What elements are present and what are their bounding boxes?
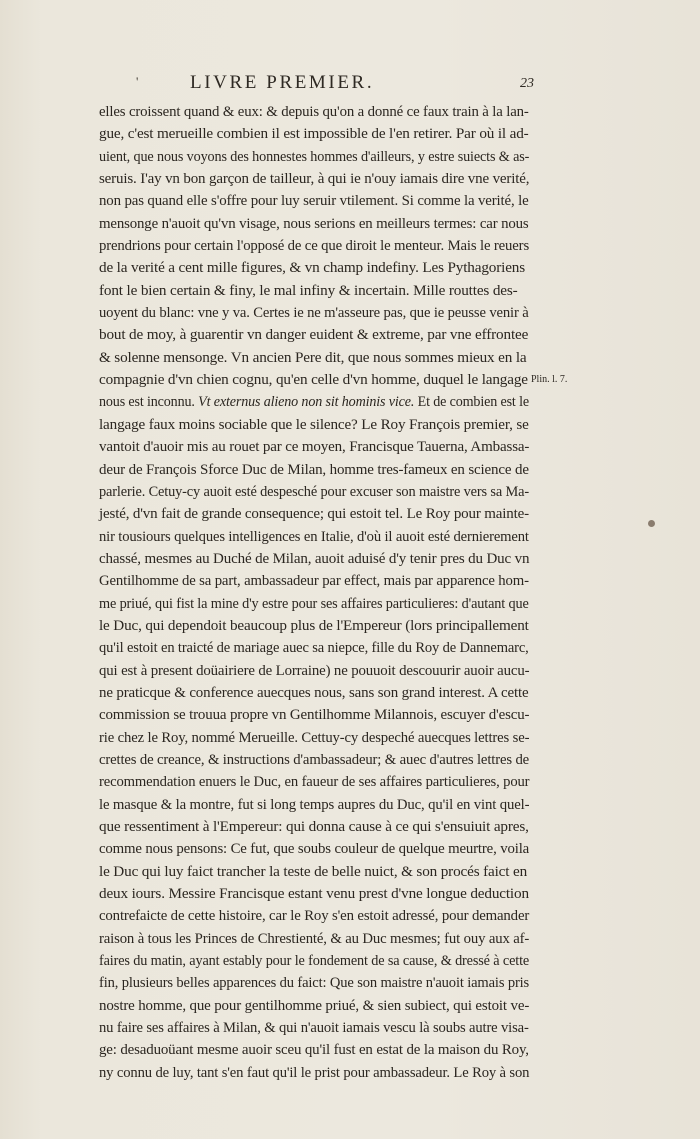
text-line <box>99 637 529 659</box>
text-line-content: le Duc qui luy faict trancher la teste de belle nuict, & son procés faict en <box>99 862 528 880</box>
text-line <box>99 459 529 481</box>
text-line <box>99 794 530 816</box>
text-line <box>99 548 530 570</box>
text-line <box>99 481 530 503</box>
text-line <box>99 861 529 883</box>
text-line-content: me priué, qui fist la mine d'y estre pour ses affaires particulieres: d'autant que <box>99 594 529 612</box>
text-line <box>99 905 530 927</box>
text-line-content: comme nous pensons: Ce fut, que soubs couleur de quelque meurtre, voila <box>99 840 530 858</box>
text-line <box>99 280 529 302</box>
text-line <box>99 749 530 771</box>
text-line <box>99 436 530 458</box>
text-line <box>99 391 529 413</box>
text-line-content: gue, c'est merueille combien il est impossible de l'en retirer. Par où il ad- <box>99 125 529 143</box>
text-line-content: qu'il estoit en traicté de mariage auec sa niepce, fille du Roy de Dannemarc, <box>99 639 529 657</box>
text-line-content: de la verité a cent mille figures, & vn champ indefiny. Les Pythagoriens <box>99 259 525 277</box>
body-text <box>99 101 529 1084</box>
text-line-content: faires du matin, ayant estably pour le fondement de sa cause, & dressé à cette <box>99 952 530 970</box>
text-line <box>99 570 529 592</box>
text-line <box>99 526 529 548</box>
text-line-tail: Et de combien est le <box>417 393 529 411</box>
text-line <box>99 257 529 279</box>
text-line <box>99 838 530 860</box>
text-line-content: jesté, d'vn fait de grande consequence; qui estoit tel. Le Roy pour mainte- <box>99 505 529 523</box>
text-line <box>99 1017 529 1039</box>
text-line <box>99 883 529 905</box>
text-line <box>99 995 530 1017</box>
text-line <box>99 660 530 682</box>
tick-mark: ' <box>136 74 139 89</box>
text-line-content: commission se trouua propre vn Gentilhomme Milannois, escuyer d'escu- <box>99 706 530 724</box>
text-line <box>99 123 529 145</box>
running-title: LIVRE PREMIER. <box>190 72 375 93</box>
text-line-content: contrefaicte de cette histoire, car le Roy s'en estoit adressé, pour demander <box>99 907 530 925</box>
text-line-content: seruis. I'ay vn bon garçon de tailleur, à qui ie n'ouy iamais dire vne verité, <box>99 170 530 188</box>
text-line <box>99 950 530 972</box>
text-line-content: & solenne mensonge. Vn ancien Pere dit, que nous sommes mieux en la <box>99 348 527 366</box>
text-line <box>99 928 530 950</box>
text-line <box>99 369 529 391</box>
text-line <box>99 816 529 838</box>
text-line-content: ge: desaduoüant mesme auoir sceu qu'il fust en estat de la maison du Roy, <box>99 1041 529 1059</box>
text-line <box>99 593 529 615</box>
text-line-content: le Duc, qui dependoit beaucoup plus de l'Empereur (lors principallement <box>99 616 529 634</box>
text-line <box>99 1062 530 1084</box>
text-line <box>99 704 530 726</box>
text-line-content: raison à tous les Princes de Chrestienté, & au Duc mesmes; fut ouy aux af- <box>99 929 530 947</box>
ink-blot <box>648 520 655 527</box>
latin-quote: Vt externus alieno non sit hominis vice. <box>198 393 415 411</box>
text-line-content: mensonge n'auoit qu'vn visage, nous serions en meilleurs termes: car nous <box>99 214 529 232</box>
text-line-content: recommendation enuers le Duc, en faueur de ses affaires particulieres, pour <box>99 773 530 791</box>
text-line <box>99 347 529 369</box>
text-line-content: parlerie. Cetuy-cy auoit esté despesché pour excuser son maistre vers sa Ma- <box>99 482 530 500</box>
text-line-content: le masque & la montre, fut si long temps aupres du Duc, qu'il en vint quel- <box>99 795 530 813</box>
text-line <box>99 146 530 168</box>
text-line-content: nous est inconnu. <box>99 393 195 411</box>
text-line-content: que ressentiment à l'Empereur: qui donna cause à ce qui s'ensuiuit apres, <box>99 818 529 835</box>
text-line-content: Gentilhomme de sa part, ambassadeur par effect, mais par apparence hom- <box>99 572 529 590</box>
text-line <box>99 615 528 637</box>
text-line-content: ne praticque & conference auecques nous, sans son grand interest. A cette <box>99 683 529 701</box>
text-line-content: uoyent du blanc: vne y va. Certes ie ne m'asseure pas, que ie peusse venir à <box>99 304 529 322</box>
text-line <box>99 302 529 324</box>
text-line-content: crettes de creance, & instructions d'ambassadeur; & auec d'autres lettres de <box>99 750 530 768</box>
text-line <box>99 324 529 346</box>
text-line-content: deur de François Sforce Duc de Milan, homme tres-fameux en science de <box>99 460 529 478</box>
text-line <box>99 101 529 123</box>
page-number: 23 <box>520 76 534 91</box>
text-line <box>99 503 529 525</box>
text-line-content: fin, plusieurs belles apparences du faict: Que son maistre n'auoit iamais pris <box>99 974 530 992</box>
text-line-content: compagnie d'vn chien cognu, qu'en celle d'vn homme, duquel le langage <box>99 371 528 389</box>
text-line <box>99 190 529 212</box>
text-line-content: font le bien certain & finy, le mal infiny & incertain. Mille routtes des- <box>99 281 518 299</box>
text-line-content: qui est à present doüairiere de Lorraine) ne pouuoit descouurir auoir aucu- <box>99 661 530 679</box>
text-line-content: non pas quand elle s'offre pour luy seruir vtilement. Si comme la verité, le <box>99 192 529 210</box>
text-line <box>99 771 530 793</box>
text-line-content: nir tousiours quelques intelligences en Italie, d'où il auoit esté dernierement <box>99 527 529 545</box>
text-line <box>99 727 530 749</box>
text-line-content: elles croissent quand & eux: & depuis qu'on a donné ce faux train à la lan- <box>99 103 529 120</box>
text-line-content: vantoit d'auoir mis au rouet par ce moyen, Francisque Tauerna, Ambassa- <box>99 438 530 456</box>
text-line <box>99 235 530 257</box>
margin-note: Plin. l. 7. <box>531 374 568 385</box>
text-line <box>99 213 529 235</box>
text-line-content: nostre homme, que pour gentilhomme priué, & sien subiect, qui estoit ve- <box>99 996 530 1014</box>
text-line-content: langage faux moins sociable que le silence? Le Roy François premier, se <box>99 415 529 433</box>
text-line <box>99 168 530 190</box>
text-line-content: nu faire ses affaires à Milan, & qui n'auoit iamais vescu là soubs autre visa- <box>99 1019 529 1037</box>
text-line <box>99 414 528 436</box>
text-line-content: prendrions pour certain l'opposé de ce que diroit le menteur. Mais le reuers <box>99 237 530 255</box>
text-line <box>99 682 529 704</box>
text-line <box>99 1039 529 1061</box>
text-line-content: chassé, mesmes au Duché de Milan, auoit aduisé d'y tenir pres du Duc vn <box>99 549 530 567</box>
page-header <box>0 72 700 98</box>
text-line-content: ny connu de luy, tant s'en faut qu'il le prist pour ambassadeur. Le Roy à son <box>99 1063 530 1081</box>
text-line <box>99 972 530 994</box>
text-line-content: rie chez le Roy, nommé Merueille. Cettuy-cy despeché auecques lettres se- <box>99 728 530 746</box>
text-line-content: deux iours. Messire Francisque estant venu prest d'vne longue deduction <box>99 885 529 903</box>
text-line-content: uient, que nous voyons des honnestes hommes d'ailleurs, y estre suiects & as- <box>99 147 530 165</box>
text-line-content: bout de moy, à guarentir vn danger euident & extreme, par vne effrontee <box>99 326 529 344</box>
